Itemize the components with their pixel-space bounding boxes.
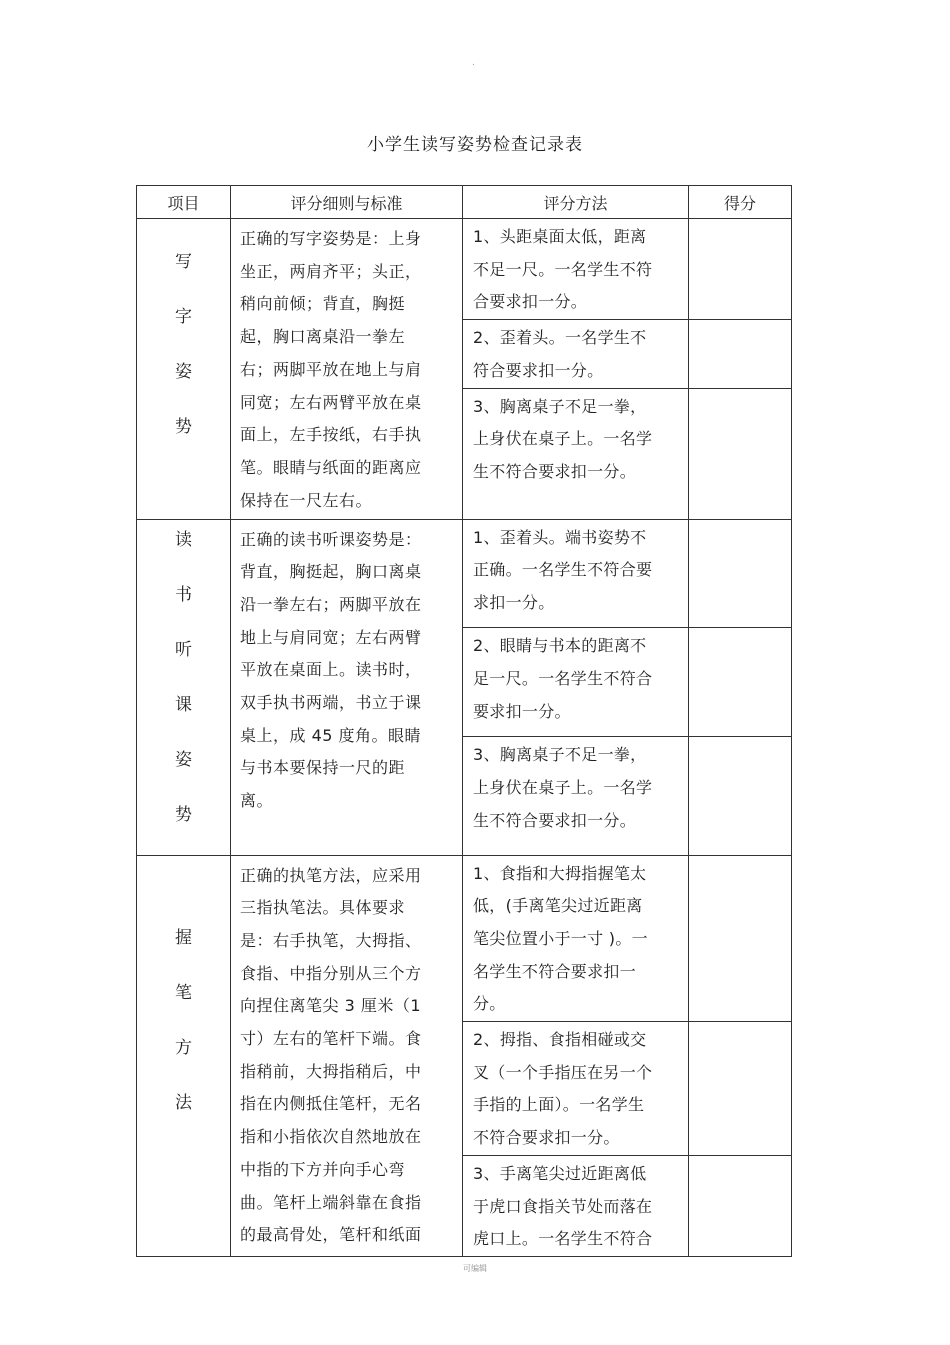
criteria-reading-posture: 正确的读书听课姿势是： 背直，胸挺起，胸口离桌 沿一拳左右；两脚平放在 地上与肩同宽；左右两臂 平放在桌面上。读书时， 双手执书两端，书立于课 桌上，成 45 度角。眼睛 与书本要保持一尺的距 离。 <box>231 519 463 855</box>
table-row <box>137 519 792 628</box>
category-char: 写 <box>175 252 192 272</box>
method-cell: 3、胸离桌子不足一拳， 上身伏在桌子上。一名学 生不符合要求扣一分。 <box>463 737 689 855</box>
score-cell[interactable] <box>689 855 792 1022</box>
page-title: 小学生读写姿势检查记录表 <box>367 135 583 155</box>
category-char: 字 <box>175 307 192 327</box>
criteria-pen-holding: 正确的执笔方法，应采用 三指执笔法。具体要求 是：右手执笔，大拇指、 食指、中指分别从三个方 向捏住离笔尖 3 厘米（1 寸）左右的笔杆下端。食 指稍前，大拇指稍后，中 指在内侧抵住笔杆，无名 指和小指依次自然地放在 中指的下方并向手心弯 曲。笔杆上端斜靠在食指 的最高骨处，笔杆和纸面 <box>231 855 463 1256</box>
score-cell[interactable] <box>689 1155 792 1256</box>
score-cell[interactable] <box>689 219 792 320</box>
category-char: 读 <box>175 529 192 550</box>
table-row <box>137 219 792 320</box>
method-cell: 1、歪着头。端书姿势不 正确。一名学生不符合要 求扣一分。 <box>463 519 689 628</box>
header-score: 得分 <box>689 186 792 219</box>
table-header-row <box>137 186 792 219</box>
category-pen-holding <box>137 855 231 1256</box>
category-char: 方 <box>175 1037 192 1058</box>
method-cell: 2、拇指、食指相碰或交 叉（一个手指压在另一个 手指的上面）。一名学生 不符合要求扣一分。 <box>463 1022 689 1156</box>
header-criteria: 评分细则与标准 <box>231 186 463 219</box>
score-cell[interactable] <box>689 320 792 388</box>
criteria-writing-posture: 正确的写字姿势是：上身 坐正，两肩齐平；头正， 稍向前倾；背直，胸挺 起，胸口离桌沿一拳左 右；两脚平放在地上与肩 同宽；左右两臂平放在桌 面上，左手按纸，右手执 笔。眼睛与纸面的距离应 保持在一尺左右。 <box>231 219 463 520</box>
category-char: 握 <box>175 927 192 948</box>
inspection-table <box>136 185 792 1257</box>
category-char: 听 <box>175 639 192 660</box>
score-cell[interactable] <box>689 1022 792 1156</box>
table-row <box>137 855 792 1022</box>
score-cell[interactable] <box>689 388 792 519</box>
category-char: 势 <box>175 804 192 825</box>
method-cell: 3、手离笔尖过近距离低 于虎口食指关节处而落在 虎口上。一名学生不符合 <box>463 1155 689 1256</box>
category-char: 姿 <box>175 362 192 382</box>
score-cell[interactable] <box>689 737 792 855</box>
score-cell[interactable] <box>689 628 792 737</box>
category-writing-posture <box>137 219 231 520</box>
category-char: 笔 <box>175 982 192 1003</box>
category-char: 书 <box>175 584 192 605</box>
footer-note: 可编辑 <box>463 1264 487 1273</box>
header-method: 评分方法 <box>463 186 689 219</box>
method-cell: 3、胸离桌子不足一拳， 上身伏在桌子上。一名学 生不符合要求扣一分。 <box>463 388 689 519</box>
category-reading-posture <box>137 519 231 855</box>
top-mark: . <box>472 58 475 68</box>
category-char: 法 <box>175 1092 192 1113</box>
method-cell: 2、歪着头。一名学生不 符合要求扣一分。 <box>463 320 689 388</box>
method-cell: 1、头距桌面太低，距离 不足一尺。一名学生不符 合要求扣一分。 <box>463 219 689 320</box>
category-char: 课 <box>175 694 192 715</box>
header-item: 项目 <box>137 186 231 219</box>
category-char: 势 <box>175 417 192 437</box>
method-cell: 2、眼睛与书本的距离不 足一尺。一名学生不符合 要求扣一分。 <box>463 628 689 737</box>
score-cell[interactable] <box>689 519 792 628</box>
category-char: 姿 <box>175 749 192 770</box>
method-cell: 1、食指和大拇指握笔太 低，(手离笔尖过近距离 笔尖位置小于一寸 )。一 名学生不符合要求扣一 分。 <box>463 855 689 1022</box>
